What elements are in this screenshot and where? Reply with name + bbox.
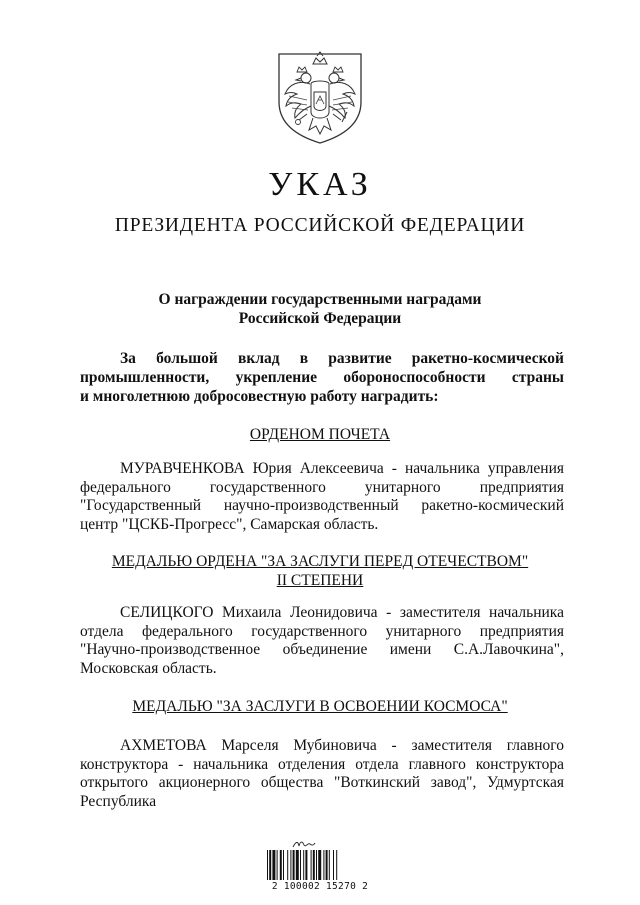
- recipient-line: федерального государственного унитарного предприятия: [80, 478, 564, 496]
- award-heading-line: II СТЕПЕНИ: [276, 572, 364, 589]
- recipient-line: центр "ЦСКБ-Прогресс", Самарская область.: [80, 515, 379, 533]
- award-heading-line: МЕДАЛЬЮ ОРДЕНА "ЗА ЗАСЛУГИ ПЕРЕД ОТЕЧЕСТВОМ": [111, 553, 529, 570]
- recipient-line: Республика: [80, 792, 157, 810]
- barcode-stripe: [267, 850, 268, 880]
- decree-preamble: [80, 349, 564, 406]
- award-recipient: [80, 737, 564, 811]
- award-recipient: [80, 460, 564, 534]
- russian-coat-of-arms-icon: [273, 50, 367, 146]
- recipient-line: СЕЛИЦКОГО Михаила Леонидовича - заместителя начальника: [120, 604, 564, 621]
- recipient-line: "Государственный научно-производственный ракетно-космический: [80, 497, 564, 514]
- barcode-stripe: [313, 850, 315, 880]
- subject-line: Российской Федерации: [238, 310, 402, 327]
- barcode-stripe: [283, 850, 284, 880]
- preamble-line: промышленности, укрепление обороноспособности страны: [80, 369, 564, 386]
- recipient-line: "Научно-производственное объединение имени С.А.Лавочкина",: [80, 641, 564, 658]
- handwritten-mark-icon: [292, 838, 316, 850]
- recipient-line: открытого акционерного общества "Воткинский завод", Удмуртская: [80, 774, 564, 791]
- award-heading-line: МЕДАЛЬЮ "ЗА ЗАСЛУГИ В ОСВОЕНИИ КОСМОСА": [132, 698, 508, 715]
- document-barcode: [262, 838, 378, 896]
- decree-title: УКАЗ: [268, 166, 372, 203]
- barcode-stripe: [303, 850, 304, 880]
- barcode-stripe: [269, 850, 271, 880]
- barcode-stripe: [326, 850, 328, 880]
- barcode-stripe: [318, 850, 321, 880]
- barcode-stripe: [311, 850, 312, 880]
- barcode-stripe: [300, 850, 301, 880]
- award-heading: [60, 425, 580, 444]
- barcode-stripe: [296, 850, 299, 880]
- barcode-stripe: [333, 850, 334, 880]
- recipient-line: Московская область.: [80, 659, 217, 677]
- award-recipient: [80, 604, 564, 678]
- preamble-line: За большой вклад в развитие ракетно-космической: [120, 350, 564, 367]
- barcode-stripe: [272, 850, 275, 880]
- barcode-stripe: [336, 850, 337, 880]
- decree-issuer: ПРЕЗИДЕНТА РОССИЙСКОЙ ФЕДЕРАЦИИ: [114, 215, 526, 236]
- barcode-stripe: [316, 850, 317, 880]
- barcode-stripe: [323, 850, 324, 880]
- barcode-stripe: [277, 850, 278, 880]
- subject-line: О награждении государственными наградами: [158, 291, 482, 308]
- barcode-number: 2 100002 15270 2: [271, 881, 369, 892]
- barcode-stripe: [293, 850, 295, 880]
- barcode-stripe: [290, 850, 291, 880]
- recipient-line: отдела федерального государственного унитарного предприятия: [80, 622, 564, 640]
- barcode-icon: [266, 850, 374, 880]
- barcode-stripe: [329, 850, 330, 880]
- award-heading: [60, 552, 580, 590]
- barcode-stripe: [287, 850, 288, 880]
- award-heading-line: ОРДЕНОМ ПОЧЕТА: [249, 426, 391, 443]
- award-heading: [60, 697, 580, 716]
- recipient-line: конструктора - начальника отделения отдела главного конструктора: [80, 755, 564, 773]
- recipient-line: АХМЕТОВА Марселя Мубиновича - заместителя главного: [120, 737, 564, 754]
- barcode-stripe: [305, 850, 307, 880]
- preamble-line: и многолетнюю добросовестную работу наградить:: [80, 388, 439, 405]
- barcode-stripe: [280, 850, 282, 880]
- recipient-line: МУРАВЧЕНКОВА Юрия Алексеевича - начальника управления: [120, 460, 564, 477]
- decree-subject: [80, 290, 560, 328]
